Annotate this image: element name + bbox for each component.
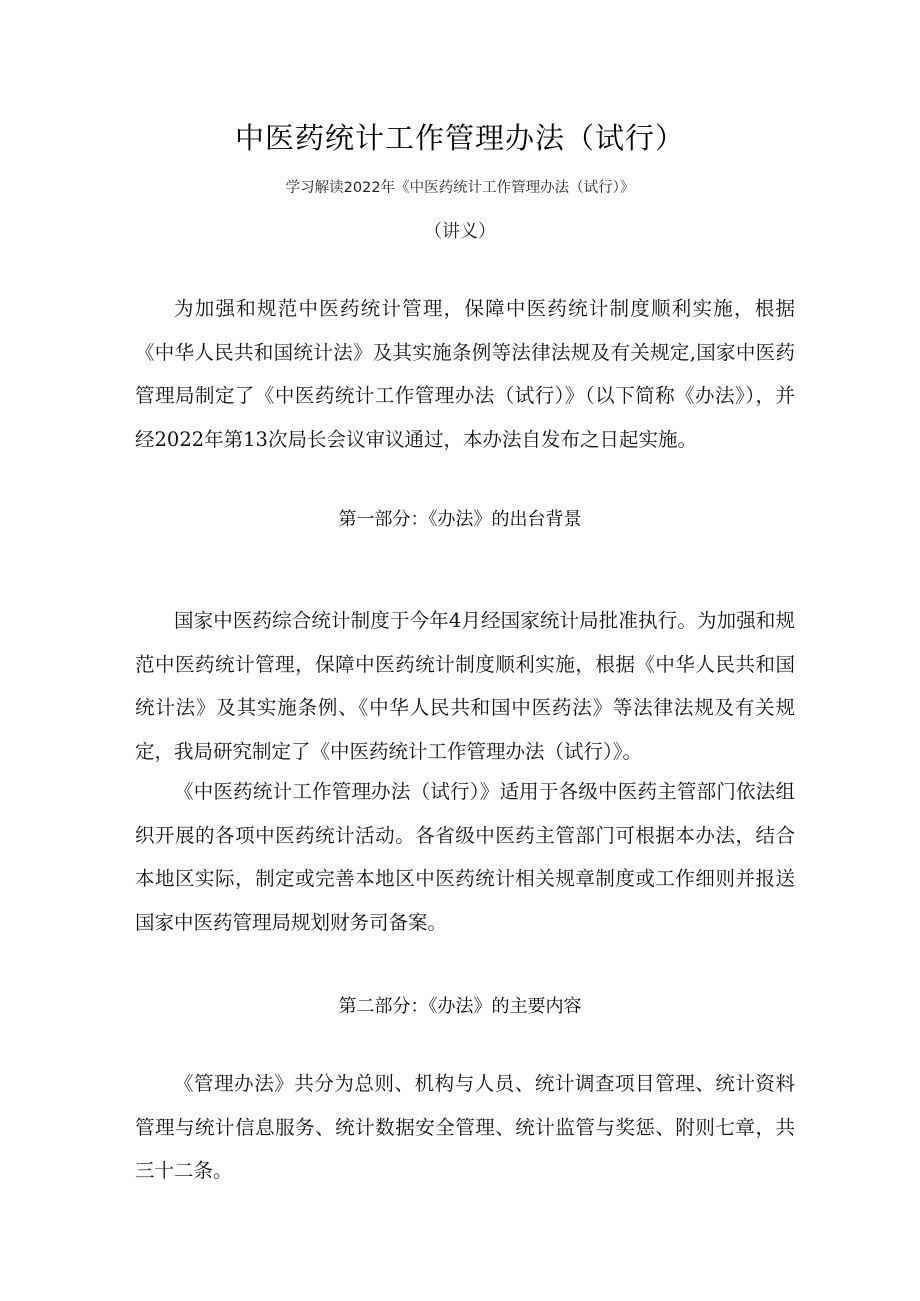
section-heading-content: 第二部分：《办法》的主要内容 xyxy=(338,996,582,1017)
section-heading-background: 第一部分：《办法》的出台背景 xyxy=(338,509,582,530)
intro-paragraph: 为加强和规范中医药统计管理，保障中医药统计制度顺利实施，根据《中华人民共和国统计法》及其实施条例等法律法规及有关规定,国家中医药管理局制定了《中医药统计工作管理办法（试行）》（以下简称《办法》），并经2022年第13次局长会议审议通过，本办法自发布之日起实施。 xyxy=(135,297,795,451)
document-title: 中医药统计工作管理办法（试行） xyxy=(234,121,685,155)
document-note: （讲义） xyxy=(424,221,496,242)
content-paragraph-1: 《管理办法》共分为总则、机构与人员、统计调查项目管理、统计资料管理与统计信息服务、统计数据安全管理、统计监管与奖惩、附则七章，共三十二条。 xyxy=(135,1072,795,1182)
background-paragraph-1: 国家中医药综合统计制度于今年4月经国家统计局批准执行。为加强和规范中医药统计管理，保障中医药统计制度顺利实施，根据《中华人民共和国统计法》及其实施条例、《中华人民共和国中医药法》等法律法规及有关规定，我局研究制定了《中医药统计工作管理办法（试行）》。 xyxy=(135,609,795,763)
document-subtitle: 学习解读2022年《中医药统计工作管理办法（试行）》 xyxy=(285,180,635,196)
background-paragraph-2: 《中医药统计工作管理办法（试行）》适用于各级中医药主管部门依法组织开展的各项中医药统计活动。各省级中医药主管部门可根据本办法，结合本地区实际，制定或完善本地区中医药统计相关规章制度或工作细则并报送国家中医药管理局规划财务司备案。 xyxy=(135,780,795,934)
